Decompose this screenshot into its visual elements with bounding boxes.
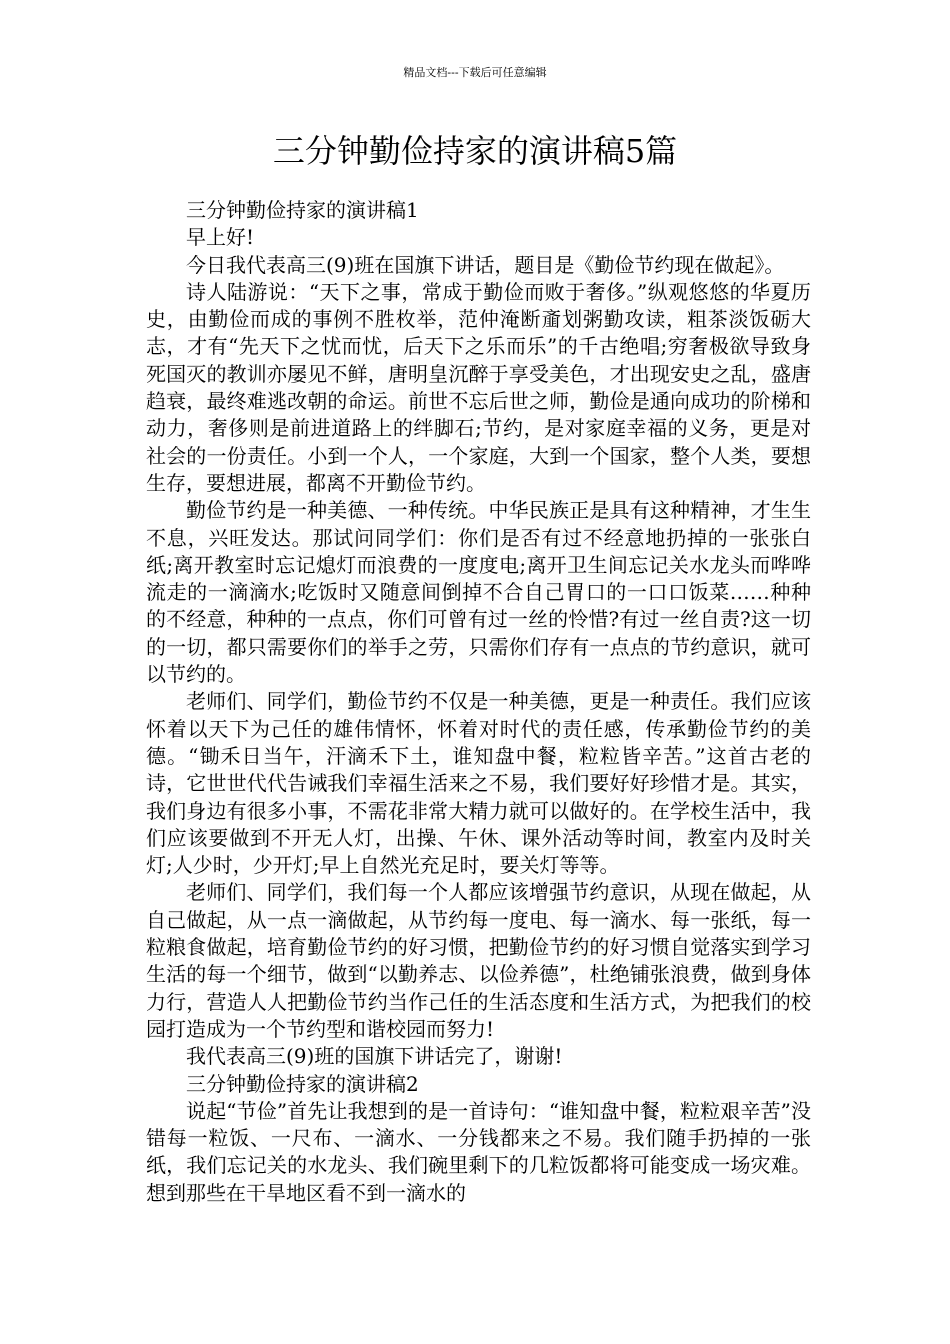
section-heading-2: 三分钟勤俭持家的演讲稿2 [186, 1071, 419, 1096]
body-paragraph: 今日我代表高三(9)班在国旗下讲话，题目是《勤俭节约现在做起》。 [186, 252, 785, 277]
document-body [146, 197, 811, 1207]
body-paragraph: 勤俭节约是一种美德、一种传统。中华民族正是具有这种精神，才生生不息，兴旺发达。那试问同学们：你们是否有过不经意地扔掉的一张张白纸;离开教室时忘记熄灯而浪费的一度度电;离开卫生间忘记关水龙头而哗哗流走的一滴滴水;吃饭时又随意间倒掉不合自己胃口的一口口饭菜……种种的不经意，种种的一点点，你们可曾有过一丝的怜惜?有过一丝自责?这一切的一切，都只需要你们的举手之劳，只需你们存有一点点的节约意识，就可以节约的。 [146, 498, 811, 687]
body-paragraph: 说起“节俭”首先让我想到的是一首诗句：“谁知盘中餐，粒粒艰辛苦”没错每一粒饭、一尺布、一滴水、一分钱都来之不易。我们随手扔掉的一张纸，我们忘记关的水龙头、我们碗里剩下的几粒饭都将可能变成一场灾难。想到那些在干旱地区看不到一滴水的 [146, 1098, 811, 1205]
body-paragraph: 老师们、同学们，我们每一个人都应该增强节约意识，从现在做起，从自己做起，从一点一滴做起，从节约每一度电、每一滴水、每一张纸，每一粒粮食做起，培育勤俭节约的好习惯，把勤俭节约的好习惯自觉落实到学习生活的每一个细节，做到“以勤养志、以俭养德”，杜绝铺张浪费，做到身体力行，营造人人把勤俭节约当作己任的生活态度和生活方式，为把我们的校园打造成为一个节约型和谐校园而努力! [146, 880, 811, 1041]
document-title: 三分钟勤俭持家的演讲稿5篇 [272, 132, 678, 170]
closing-paragraph: 我代表高三(9)班的国旗下讲话完了，谢谢! [186, 1044, 563, 1069]
section-heading-1: 三分钟勤俭持家的演讲稿1 [186, 198, 419, 222]
body-paragraph: 老师们、同学们，勤俭节约不仅是一种美德，更是一种责任。我们应该怀着以天下为己任的雄伟情怀，怀着对时代的责任感，传承勤俭节约的美德。“锄禾日当午，汗滴禾下土，谁知盘中餐，粒粒皆辛苦。”这首古老的诗，它世世代代告诫我们幸福生活来之不易，我们要好好珍惜才是。其实，我们身边有很多小事，不需花非常大精力就可以做好的。在学校生活中，我们应该要做到不开无人灯，出操、午休、课外活动等时间，教室内及时关灯;人少时，少开灯;早上自然光充足时，要关灯等等。 [146, 689, 811, 878]
body-paragraph: 诗人陆游说：“天下之事，常成于勤俭而败于奢侈。”纵观悠悠的华夏历史，由勤俭而成的事例不胜枚举，范仲淹断齑划粥勤攻读，粗茶淡饭砺大志，才有“先天下之忧而忧，后天下之乐而乐”的千古绝唱;穷奢极欲导致身死国灭的教训亦屡见不鲜，唐明皇沉醉于享受美色，才出现安史之乱，盛唐趋衰，最终难逃改朝的命运。前世不忘后世之师，勤俭是通向成功的阶梯和动力，奢侈则是前进道路上的绊脚石;节约，是对家庭幸福的义务，更是对社会的一份责任。小到一个人，一个家庭，大到一个国家，整个人类，要想生存，要想进展，都离不开勤俭节约。 [146, 279, 811, 495]
greeting-paragraph: 早上好! [186, 225, 255, 250]
page-header: 精品文档---下载后可任意编辑 [403, 66, 547, 79]
